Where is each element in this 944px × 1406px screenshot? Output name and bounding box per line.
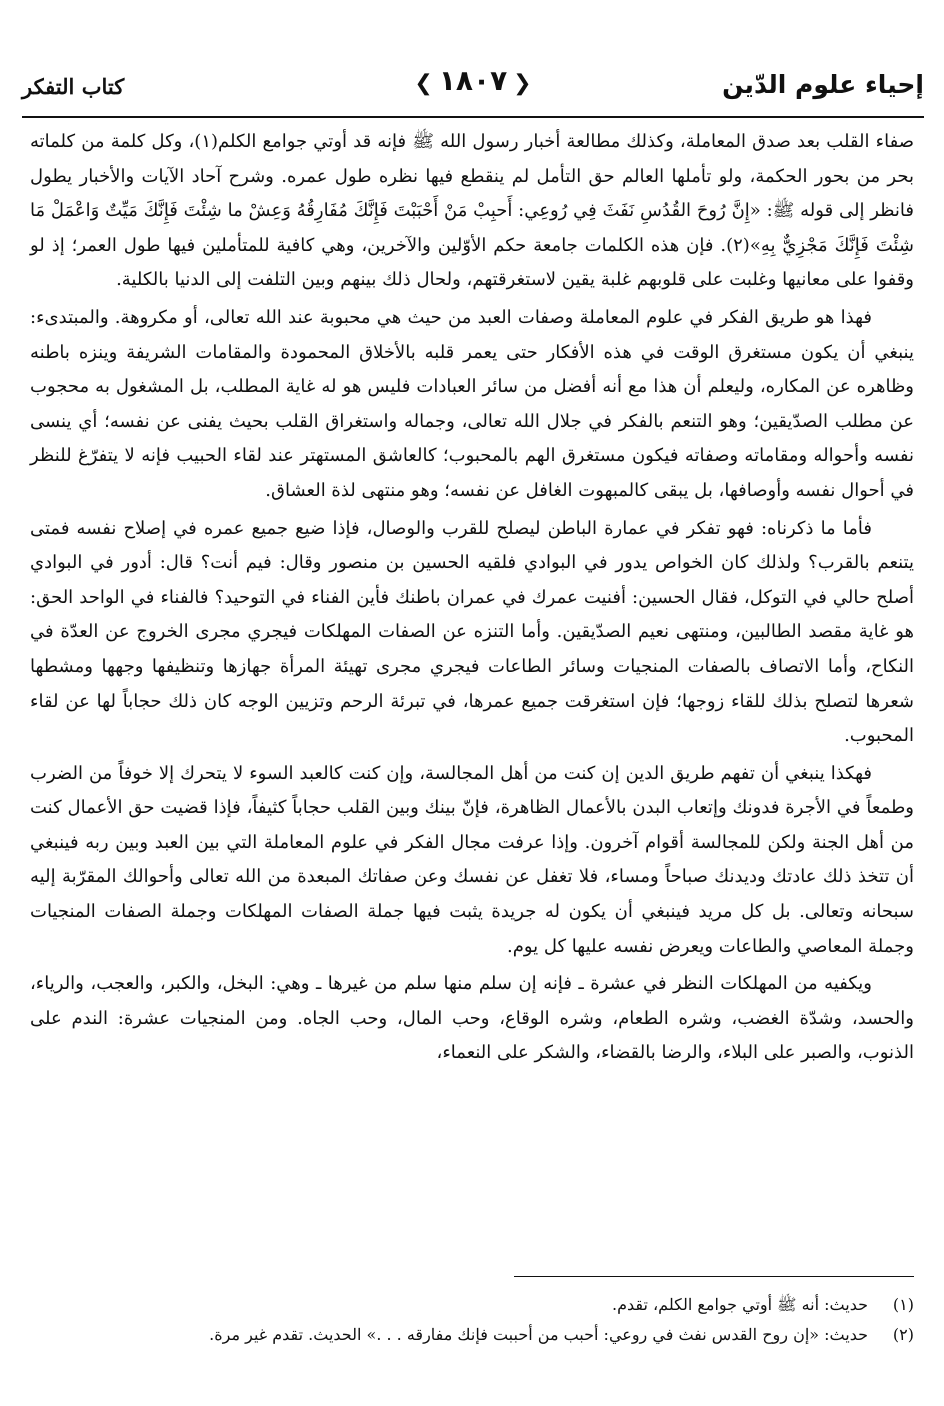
footnotes xyxy=(30,1290,914,1350)
footnote-text: حديث: أنه ﷺ أوتي جوامع الكلم، تقدم. xyxy=(611,1295,868,1314)
footnote xyxy=(30,1290,914,1320)
page-number: ❮ ١٨٠٧ ❯ xyxy=(394,62,551,99)
chapter-title: كتاب التفكر xyxy=(22,74,125,99)
main-text xyxy=(30,125,914,1074)
paragraph: فهذا هو طريق الفكر في علوم المعاملة وصفات العبد من حيث هي محبوبة عند الله تعالى، أو مكروهة. والمبتدىء: ينبغي أن يكون مستغرق الوقت في هذه الأفكار حتى يعمر قلبه بالأخلاق المحمودة والمقامات الشريفة وينزه باطنه وظاهره عن المكاره، وليعلم أن هذا مع أنه أفضل من سائر العبادات فليس هو له غاية المطلب، بل المشغول به محجوب عن مطلب الصدّيقين؛ وهو التنعم بالفكر في جلال الله تعالى، وجماله واستغراق القلب بحيث يفنى عن نفسه؛ أي ينسى نفسه وأحواله ومقاماته وصفاته فيكون مستغرق الهم بالمحبوب؛ كالعاشق المستهتر عند لقاء الحبيب فإنه لا يتفرّغ للنظر في أحوال نفسه وأوصافها، بل يبقى كالمبهوت الغافل عن نفسه؛ وهو منتهى لذة العشاق. xyxy=(30,306,914,501)
paragraph: فأما ما ذكرناه: فهو تفكر في عمارة الباطن ليصلح للقرب والوصال، فإذا ضيع جميع عمره في إصلاح نفسه فمتى يتنعم بالقرب؟ ولذلك كان الخواص يدور في البوادي فلقيه الحسين بن منصور وقال: فيم أنت؟ قال: أدور في البوادي أصلح حالي في التوكل، فقال الحسين: أفنيت عمرك في عمران باطنك فأين الفناء في التوحيد؟ فالفناء في الواحد الحق: هو غاية مقصد الطالبين، ومنتهى نعيم الصدّيقين. وأما التنزه عن الصفات المهلكات فيجري مجرى الخروج عن العدّة في النكاح، وأما الاتصاف بالصفات المنجيات وسائر الطاعات فيجري مجرى تهيئة المرأة جهازها وتنظيفها وجهها ومشطها شعرها لتصلح بذلك للقاء زوجها؛ فإن استغرقت جميع عمرها، في تبرئة الرحم وتزيين الوجه كان ذلك حجاباً لها عن لقاء المحبوب. xyxy=(30,517,914,747)
paragraph: صفاء القلب بعد صدق المعاملة، وكذلك مطالعة أخبار رسول الله ﷺ فإنه قد أوتي جوامع الكلم(١)، وكل كلمة من كلماته بحر من بحور الحكمة، ولو تأملها العالم حق التأمل لم ينقطع فيها نظره طول عمره. وشرح آحاد الآيات والأخبار يطول فانظر إلى قوله ﷺ: «إِنَّ رُوحَ القُدُسِ نَفَثَ فِي رُوعِي: أَحبِبْ مَنْ أَحْبَبْتَ فَإِنَّكَ مُفَارِقُهُ وَعِشْ ما شِئْتَ فَإِنَّكَ مَيِّتٌ وَاعْمَلْ مَا شِئْتَ فَإِنَّكَ مَجْزِيٌّ بِهِ»(٢). فإن هذه الكلمات جامعة حكم الأوّلين والآخرين، وهي كافية للمتأملين فيها طول العمر؛ إذ لو وقفوا على معانيها وغلبت على قلوبهم غلبة يقين لاستغرقتهم، ولحال ذلك بينهم وبين التلفت إلى الدنيا بالكلية. xyxy=(30,131,914,291)
paragraph: فهكذا ينبغي أن تفهم طريق الدين إن كنت من أهل المجالسة، وإن كنت كالعبد السوء لا يتحرك إلا خوفاً من الضرب وطمعاً في الأجرة فدونك وإتعاب البدن بالأعمال الظاهرة، فإنّ بينك وبين القلب حجاباً كثيفاً، فإذا قضيت حق الأعمال كنت من أهل الجنة ولكن للمجالسة أقوام آخرون. وإذا عرفت مجال الفكر في علوم المعاملة التي بين العبد وبين ربه فينبغي أن تتخذ ذلك عادتك وديدنك صباحاً ومساء، فلا تغفل عن نفسك وعن صفاتك المبعدة من الله تعالى وأحوالك المقرّبة إليه سبحانه وتعالى. بل كل مريد فينبغي أن يكون له جريدة يثبت فيها جملة الصفات المهلكات وجملة الصفات المنجيات وجملة المعاصي والطاعات ويعرض نفسه عليها كل يوم. xyxy=(30,762,914,957)
footnote-divider xyxy=(514,1276,914,1277)
footnote-number: (٢) xyxy=(892,1325,914,1344)
paragraph: ويكفيه من المهلكات النظر في عشرة ـ فإنه إن سلم منها سلم من غيرها ـ وهي: البخل، والكبر، والعجب، والرياء، والحسد، وشدّة الغضب، وشره الطعام، وشره الوقاع، وحب المال، وحب الجاه. ومن المنجيات عشرة: الندم على الذنوب، والصبر على البلاء، والرضا بالقضاء، والشكر على النعماء، xyxy=(30,973,914,1064)
book-title: إحياء علوم الدّين xyxy=(722,70,924,99)
footnote xyxy=(30,1320,914,1350)
footnote-text: حديث: «إن روح القدس نفث في روعي: أحبب من أحببت فإنك مفارقه . . .» الحديث. تقدم غير مرة. xyxy=(209,1325,868,1344)
header-rule xyxy=(22,116,924,118)
page-header xyxy=(22,62,924,118)
footnote-number: (١) xyxy=(892,1295,914,1314)
